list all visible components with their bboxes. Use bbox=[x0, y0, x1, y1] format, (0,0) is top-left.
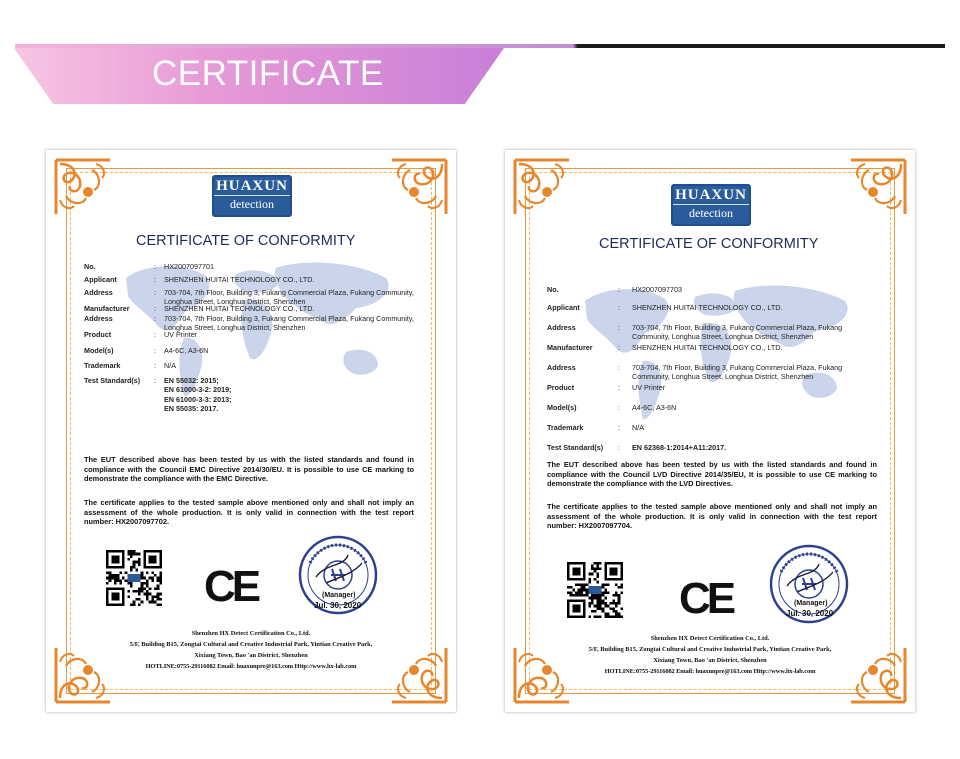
field-colon: : bbox=[154, 361, 156, 370]
field-label: No. bbox=[84, 262, 96, 271]
field-value: HX2007097701 bbox=[164, 262, 214, 271]
field-label: Model(s) bbox=[547, 403, 577, 412]
standard-value: EN 55032: 2015; bbox=[164, 376, 219, 385]
certificate-card-right bbox=[505, 150, 915, 712]
field-label: Trademark bbox=[547, 423, 584, 432]
field-row bbox=[547, 383, 877, 403]
field-value: A4-6C, A3-6N bbox=[164, 346, 209, 355]
standard-value: EN 61000-3-3: 2013; bbox=[164, 394, 232, 404]
field-value: UV Printer bbox=[164, 330, 198, 339]
issuer-footer bbox=[76, 628, 426, 672]
field-row bbox=[547, 303, 877, 323]
field-colon: : bbox=[618, 443, 620, 452]
ce-mark: CE bbox=[204, 562, 258, 611]
footer-line: Shenzhen HX Detect Certification Co., Ltd. bbox=[191, 630, 311, 637]
ornament-corner-icon bbox=[388, 156, 450, 218]
certificate-heading: CERTIFICATE OF CONFORMITY bbox=[136, 233, 356, 249]
field-value: N/A bbox=[164, 361, 176, 370]
field-label: Applicant bbox=[547, 303, 580, 312]
field-value: A4-6C, A3-6N bbox=[632, 403, 677, 412]
field-label: Trademark bbox=[84, 361, 121, 370]
ce-mark: CE bbox=[679, 574, 733, 623]
compliance-statement: The EUT described above has been tested by us with the listed standards and found in compliance with the Council EMC Directive 2014/30/EU. It is possible to use CE marking to demonstrate the compliance with the EMC Directive. bbox=[84, 455, 414, 484]
field-label: Address bbox=[84, 288, 113, 297]
standard-value: EN 62368-1:2014+A11:2017. bbox=[632, 443, 727, 452]
footer-line: Xixiang Town, Bao 'an District, Shenzhen bbox=[653, 657, 767, 664]
qr-code bbox=[567, 562, 623, 618]
field-label: Manufacturer bbox=[547, 343, 593, 352]
validity-statement: The certificate applies to the tested sample above mentioned only and shall not imply an assessment of the whole production. It is only valid in connection with the test report number: HX2007097704. bbox=[547, 502, 877, 531]
field-value: UV Printer bbox=[632, 383, 666, 392]
field-value: HX2007097703 bbox=[632, 285, 682, 294]
field-colon: : bbox=[154, 288, 156, 297]
field-colon: : bbox=[154, 330, 156, 339]
certificate-card-left bbox=[46, 150, 456, 712]
field-label: Applicant bbox=[84, 275, 117, 284]
field-label: Address bbox=[547, 323, 576, 332]
field-colon: : bbox=[154, 376, 156, 385]
field-colon: : bbox=[618, 423, 620, 432]
field-label: Address bbox=[84, 314, 113, 323]
field-row bbox=[84, 376, 414, 413]
field-label: Product bbox=[84, 330, 112, 339]
field-value: N/A bbox=[632, 423, 644, 432]
field-colon: : bbox=[618, 403, 620, 412]
logo-tagline: detection bbox=[689, 206, 733, 220]
standard-value: EN 55035: 2017. bbox=[164, 403, 219, 413]
field-value: 703-704, 7th Floor, Building 3, Fukang Commercial Plaza, Fukang Community, Longhua Street, Longhua District, Shenzhen bbox=[164, 314, 414, 332]
footer-line: Shenzhen HX Detect Certification Co., Ltd. bbox=[650, 635, 770, 642]
field-colon: : bbox=[618, 303, 620, 312]
manager-label: (Manager) bbox=[794, 600, 828, 607]
field-colon: : bbox=[154, 346, 156, 355]
validity-statement: The certificate applies to the tested sample above mentioned only and shall not imply an assessment of the whole production. It is only valid in connection with the test report number: HX2007097702. bbox=[84, 498, 414, 527]
issuer-footer bbox=[535, 633, 885, 677]
field-colon: : bbox=[154, 304, 156, 313]
field-colon: : bbox=[618, 285, 620, 294]
field-row bbox=[547, 403, 877, 423]
qr-code bbox=[106, 550, 162, 606]
field-row bbox=[547, 363, 877, 383]
field-row bbox=[547, 285, 877, 305]
field-value: 703-704, 7th Floor, Building 3, Fukang Commercial Plaza, Fukang Community, Longhua Street, Longhua District, Shenzhen bbox=[164, 288, 414, 306]
field-label: Product bbox=[547, 383, 575, 392]
field-row bbox=[547, 343, 877, 363]
field-colon: : bbox=[618, 343, 620, 352]
field-label: Model(s) bbox=[84, 346, 114, 355]
field-value: SHENZHEN HUITAI TECHNOLOGY CO., LTD. bbox=[164, 304, 315, 313]
issue-date: Jul. 30, 2020 bbox=[786, 609, 834, 618]
manager-label: (Manager) bbox=[322, 592, 356, 599]
field-value: 703-704, 7th Floor, Building 3, Fukang Commercial Plaza, Fukang Community, Longhua Street, Longhua District, Shenzhen bbox=[632, 363, 843, 381]
footer-line: HOTLINE:0755-29116082 Email: huaxunpre@163.com Http://www.hx-lab.com bbox=[604, 668, 816, 675]
logo-name: HUAXUN bbox=[673, 186, 749, 205]
field-value: SHENZHEN HUITAI TECHNOLOGY CO., LTD. bbox=[164, 275, 315, 284]
standard-value: EN 61000-3-2: 2019; bbox=[164, 385, 232, 395]
issue-date: Jul. 30, 2020 bbox=[314, 601, 362, 610]
footer-line: 5/F, Building B15, Zongtai Cultural and Creative Industrial Park, Yintian Creative Park, bbox=[129, 641, 373, 648]
field-colon: : bbox=[618, 363, 620, 372]
compliance-statement: The EUT described above has been tested by us with the listed standards and found in compliance with the Council LVD Directive 2014/35/EU, It is possible to use CE marking to demonstrate the compliance with the LVD Directives. bbox=[547, 460, 877, 489]
ornament-corner-icon bbox=[847, 156, 909, 218]
field-label: Manufacturer bbox=[84, 304, 130, 313]
ornament-corner-icon bbox=[511, 156, 573, 218]
footer-line: 5/F, Building B15, Zongtai Cultural and Creative Industrial Park, Yintian Creative Park, bbox=[588, 646, 832, 653]
footer-line: HOTLINE:0755-29116082 Email: huaxunpre@163.com Http://www.hx-lab.com bbox=[145, 663, 357, 670]
footer-line: Xixiang Town, Bao 'an District, Shenzhen bbox=[194, 652, 308, 659]
field-colon: : bbox=[154, 275, 156, 284]
field-value: SHENZHEN HUITAI TECHNOLOGY CO., LTD. bbox=[632, 303, 783, 312]
field-label: No. bbox=[547, 285, 559, 294]
header-banner bbox=[0, 0, 960, 110]
logo-name: HUAXUN bbox=[214, 177, 290, 196]
field-row bbox=[547, 423, 877, 443]
field-value: 703-704, 7th Floor, Building 3, Fukang Commercial Plaza, Fukang Community, Longhua Street, Longhua District, Shenzhen bbox=[632, 323, 843, 341]
field-colon: : bbox=[618, 323, 620, 332]
field-colon: : bbox=[618, 383, 620, 392]
banner-rule bbox=[15, 44, 945, 48]
field-colon: : bbox=[154, 314, 156, 323]
certificate-heading: CERTIFICATE OF CONFORMITY bbox=[599, 236, 819, 252]
banner-title: CERTIFICATE bbox=[152, 54, 384, 93]
field-row bbox=[547, 323, 877, 343]
field-label: Address bbox=[547, 363, 576, 372]
field-label: Test Standard(s) bbox=[84, 376, 141, 385]
huaxun-logo bbox=[212, 175, 292, 217]
field-colon: : bbox=[154, 262, 156, 271]
field-value: SHENZHEN HUITAI TECHNOLOGY CO., LTD. bbox=[632, 343, 783, 352]
logo-tagline: detection bbox=[230, 197, 274, 211]
field-label: Test Standard(s) bbox=[547, 443, 604, 452]
ornament-corner-icon bbox=[52, 156, 114, 218]
huaxun-logo bbox=[671, 184, 751, 226]
